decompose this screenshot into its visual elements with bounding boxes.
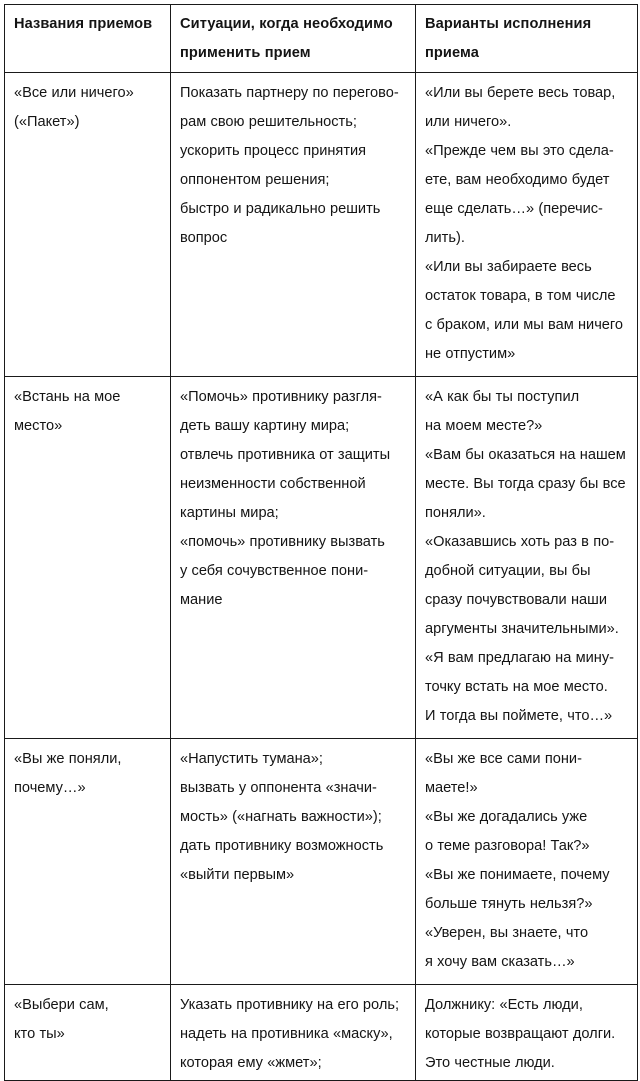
cell-line: дать противнику возможность bbox=[180, 838, 384, 854]
table-row bbox=[5, 739, 638, 985]
cell-paragraph bbox=[180, 528, 406, 615]
cell-line: точку встать на мое место. bbox=[425, 679, 608, 695]
header-line: применить прием bbox=[180, 45, 311, 61]
cell-line: кто ты» bbox=[14, 1026, 65, 1042]
cell-paragraph bbox=[180, 991, 406, 1078]
cell-line: которые возвращают долги. bbox=[425, 1026, 616, 1042]
cell-line: вопрос bbox=[180, 230, 228, 246]
cell-line: оппонентом решения; bbox=[180, 172, 330, 188]
cell-line: «Вы же догадались уже bbox=[425, 809, 588, 825]
cell-paragraph bbox=[425, 253, 628, 369]
cell-paragraph bbox=[425, 861, 628, 919]
cell-line: («Пакет») bbox=[14, 114, 80, 130]
cell-paragraph bbox=[14, 991, 161, 1049]
cell-line: Это честные люди. bbox=[425, 1055, 555, 1071]
cell-line: «Или вы берете весь товар, bbox=[425, 85, 616, 101]
cell-line: «Помочь» противнику разгля- bbox=[180, 389, 382, 405]
cell-line: быстро и радикально решить bbox=[180, 201, 381, 217]
table-row bbox=[5, 73, 638, 377]
table-row bbox=[5, 985, 638, 1081]
cell-line: «Напустить тумана»; bbox=[180, 751, 323, 767]
column-header-situations bbox=[171, 5, 416, 73]
cell-paragraph bbox=[425, 137, 628, 253]
cell-line: «Я вам предлагаю на мину- bbox=[425, 650, 615, 666]
cell-line: «выйти первым» bbox=[180, 867, 295, 883]
cell-variant bbox=[416, 73, 638, 377]
cell-line: «помочь» противнику вызвать bbox=[180, 534, 385, 550]
page-sheet bbox=[0, 4, 640, 1071]
cell-line: «Вы же понимаете, почему bbox=[425, 867, 610, 883]
cell-line: «Встань на мое bbox=[14, 389, 121, 405]
cell-line: Должнику: «Есть люди, bbox=[425, 997, 583, 1013]
cell-line: рам свою решительность; bbox=[180, 114, 357, 130]
table-body bbox=[5, 73, 638, 1081]
cell-situation bbox=[171, 985, 416, 1081]
cell-line: деть вашу картину мира; bbox=[180, 418, 350, 434]
cell-paragraph bbox=[180, 383, 406, 441]
cell-paragraph bbox=[425, 644, 628, 731]
header-line: Варианты исполнения bbox=[425, 16, 592, 32]
cell-technique-name bbox=[5, 985, 171, 1081]
cell-line: еще сделать…» (перечис- bbox=[425, 201, 603, 217]
cell-line: «Все или ничего» bbox=[14, 85, 134, 101]
cell-line: у себя сочувственное пони- bbox=[180, 563, 369, 579]
cell-line: «Выбери сам, bbox=[14, 997, 109, 1013]
header-line: Названия приемов bbox=[14, 16, 153, 32]
table-row bbox=[5, 377, 638, 739]
cell-variant bbox=[416, 739, 638, 985]
cell-line: «Вы же все сами пони- bbox=[425, 751, 582, 767]
cell-line: «Вам бы оказаться на нашем bbox=[425, 447, 626, 463]
cell-line: «Вы же поняли, bbox=[14, 751, 122, 767]
cell-line: картины мира; bbox=[180, 505, 279, 521]
cell-line: «А как бы ты поступил bbox=[425, 389, 580, 405]
cell-line: с браком, или мы вам ничего bbox=[425, 317, 624, 333]
cell-line: мость» («нагнать важности»); bbox=[180, 809, 382, 825]
cell-variant bbox=[416, 377, 638, 739]
cell-line: «Прежде чем вы это сдела- bbox=[425, 143, 614, 159]
header-line: приема bbox=[425, 45, 479, 61]
cell-line: неизменности собственной bbox=[180, 476, 366, 492]
cell-paragraph bbox=[425, 79, 628, 137]
cell-line: остаток товара, в том числе bbox=[425, 288, 616, 304]
cell-variant bbox=[416, 985, 638, 1081]
cell-line: сразу почувствовали наши bbox=[425, 592, 607, 608]
cell-technique-name bbox=[5, 739, 171, 985]
cell-line: не отпустим» bbox=[425, 346, 516, 362]
cell-paragraph bbox=[180, 745, 406, 774]
cell-paragraph bbox=[425, 528, 628, 644]
cell-line: «Или вы забираете весь bbox=[425, 259, 592, 275]
cell-line: Показать партнеру по перегово- bbox=[180, 85, 399, 101]
cell-paragraph bbox=[180, 137, 406, 195]
header-line: Ситуации, когда необходимо bbox=[180, 16, 393, 32]
cell-line: «Уверен, вы знаете, что bbox=[425, 925, 589, 941]
cell-line: о теме разговора! Так?» bbox=[425, 838, 590, 854]
cell-line: ускорить процесс принятия bbox=[180, 143, 367, 159]
cell-situation bbox=[171, 377, 416, 739]
cell-situation bbox=[171, 73, 416, 377]
cell-line: я хочу вам сказать…» bbox=[425, 954, 575, 970]
cell-paragraph bbox=[425, 803, 628, 861]
cell-line: лить). bbox=[425, 230, 465, 246]
cell-paragraph bbox=[425, 991, 628, 1078]
cell-paragraph bbox=[180, 195, 406, 253]
cell-paragraph bbox=[180, 441, 406, 528]
column-header-techniques bbox=[5, 5, 171, 73]
cell-line: маете!» bbox=[425, 780, 478, 796]
cell-paragraph bbox=[180, 79, 406, 137]
cell-paragraph bbox=[425, 383, 628, 441]
cell-technique-name bbox=[5, 377, 171, 739]
cell-situation bbox=[171, 739, 416, 985]
column-header-variants bbox=[416, 5, 638, 73]
cell-paragraph bbox=[180, 832, 406, 890]
cell-line: мание bbox=[180, 592, 223, 608]
techniques-table bbox=[4, 4, 638, 1081]
cell-line: место» bbox=[14, 418, 63, 434]
cell-line: или ничего». bbox=[425, 114, 512, 130]
cell-paragraph bbox=[14, 79, 161, 137]
cell-line: Указать противнику на его роль; bbox=[180, 997, 400, 1013]
cell-line: почему…» bbox=[14, 780, 86, 796]
table-header-row bbox=[5, 5, 638, 73]
cell-line: поняли». bbox=[425, 505, 486, 521]
cell-line: вызвать у оппонента «значи- bbox=[180, 780, 377, 796]
cell-line: ете, вам необходимо будет bbox=[425, 172, 610, 188]
table-header bbox=[5, 5, 638, 73]
cell-paragraph bbox=[425, 919, 628, 977]
cell-line: больше тянуть нельзя?» bbox=[425, 896, 593, 912]
cell-line: на моем месте?» bbox=[425, 418, 543, 434]
cell-paragraph bbox=[14, 745, 161, 803]
cell-paragraph bbox=[180, 774, 406, 832]
cell-line: месте. Вы тогда сразу бы все bbox=[425, 476, 626, 492]
cell-line: аргументы значительными». bbox=[425, 621, 619, 637]
cell-paragraph bbox=[14, 383, 161, 441]
cell-line: добной ситуации, вы бы bbox=[425, 563, 591, 579]
cell-line: надеть на противника «маску», bbox=[180, 1026, 393, 1042]
cell-line: «Оказавшись хоть раз в по- bbox=[425, 534, 615, 550]
cell-line: И тогда вы поймете, что…» bbox=[425, 708, 613, 724]
cell-line: которая ему «жмет»; bbox=[180, 1055, 322, 1071]
cell-line: отвлечь противника от защиты bbox=[180, 447, 391, 463]
cell-technique-name bbox=[5, 73, 171, 377]
cell-paragraph bbox=[425, 441, 628, 528]
cell-paragraph bbox=[425, 745, 628, 803]
